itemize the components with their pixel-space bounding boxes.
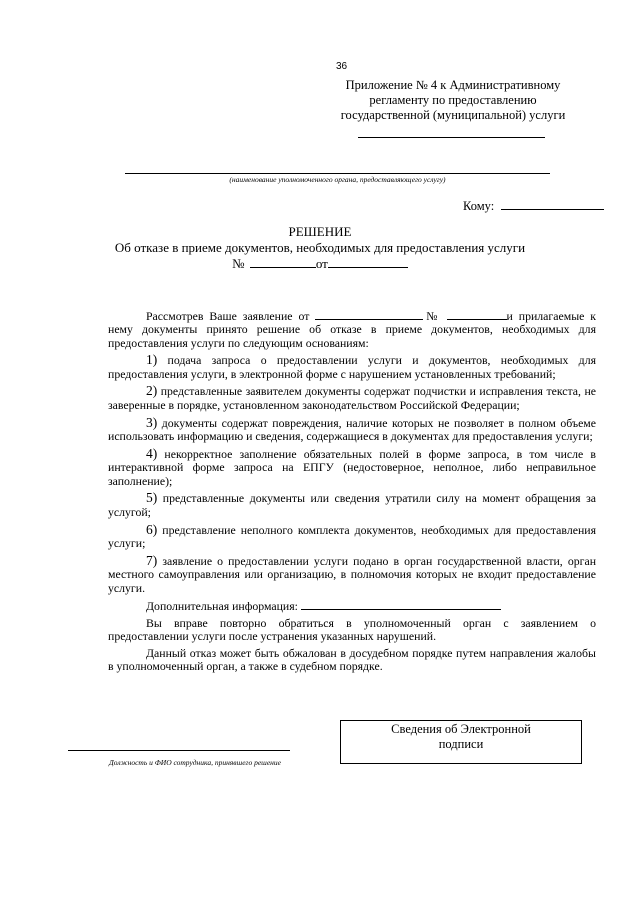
decision-date-field[interactable]	[328, 256, 408, 268]
reason-item-7	[108, 554, 596, 595]
additional-info-field[interactable]	[301, 598, 501, 610]
reason-number: 5)	[146, 490, 158, 506]
intro-number-label: №	[423, 309, 441, 323]
reason-number: 2)	[146, 383, 158, 399]
appendix-line-1: Приложение № 4 к Административному	[345, 78, 561, 92]
reason-text: некорректное заполнение обязательных полей в форме запроса, в том числе в интерактивной форме запроса на ЕПГУ (недостоверное, неполное, либо неправильное заполнение);	[108, 446, 596, 488]
reasons-list	[108, 353, 596, 595]
application-number-field[interactable]	[447, 308, 507, 320]
appendix-line-2: регламенту по предоставлению	[369, 93, 537, 107]
additional-info-row	[108, 598, 596, 613]
reason-text: представленные заявителем документы содержат подчистки и исправления текста, не заверенные в порядке, установленном законодательством Российской Федерации;	[108, 384, 596, 412]
authority-name-line[interactable]	[125, 173, 550, 174]
appeal-paragraph: Данный отказ может быть обжалован в досудебном порядке путем направления жалобы в уполномоченный орган, а также в судебном порядке.	[108, 645, 596, 674]
reason-number: 1)	[146, 352, 158, 368]
reason-text: представленные документы или сведения утратили силу на момент обращения за услугой;	[108, 491, 596, 519]
reapply-paragraph: Вы вправе повторно обратиться в уполномоченный орган с заявлением о предоставлении услуги после устранения указанных нарушений.	[108, 615, 596, 644]
intro-text-2: и прилагаемые к нему документы принято решение об отказе в приеме документов, необходимых для предоставления услуги по следующим основаниям:	[108, 309, 597, 350]
signer-line[interactable]	[68, 750, 290, 751]
reason-item-6	[108, 523, 596, 551]
reason-text: документы содержат повреждения, наличие которых не позволяет в полном объеме использовать информацию и сведения, содержащиеся в документах для предоставления услуги;	[108, 415, 597, 444]
reason-item-3	[108, 416, 596, 444]
from-label: от	[315, 256, 328, 271]
appendix-underline	[358, 137, 545, 138]
authority-caption: (наименование уполномоченного органа, предоставляющего услугу)	[229, 175, 446, 184]
decision-subtitle: Об отказе в приеме документов, необходимых для предоставления услуги	[114, 240, 526, 255]
signature-box-line-1: Сведения об Электронной	[391, 722, 531, 736]
reason-number: 7)	[146, 552, 158, 568]
recipient-field[interactable]	[501, 198, 604, 210]
electronic-signature-box	[340, 720, 582, 764]
recipient-label: Кому:	[463, 199, 495, 213]
reason-text: подача запроса о предоставлении услуги и документов, необходимых для предоставления услуги, в электронной форме с нарушением установленных требований;	[108, 353, 597, 381]
reason-text: представление неполного комплекта документов, необходимых для предоставления услуги;	[108, 522, 597, 551]
intro-paragraph	[108, 308, 596, 350]
reason-item-1	[108, 353, 596, 381]
decision-body	[108, 308, 596, 676]
reason-number: 4)	[146, 445, 158, 461]
reason-item-5	[108, 491, 596, 519]
appendix-header	[318, 78, 588, 123]
additional-info-label: Дополнительная информация:	[146, 599, 298, 614]
decision-number-field[interactable]	[250, 256, 316, 268]
reason-item-4	[108, 447, 596, 488]
decision-number-row	[0, 256, 640, 272]
intro-text-1: Рассмотрев Ваше заявление от	[146, 309, 310, 323]
reason-number: 3)	[146, 414, 158, 430]
decision-title: РЕШЕНИЕ	[288, 224, 352, 239]
reason-text: заявление о предоставлении услуги подано в орган государственной власти, орган местного самоуправления или организацию, в полномочия которых не входит предоставление услуги.	[108, 553, 597, 595]
reason-number: 6)	[146, 521, 158, 537]
reason-item-2	[108, 384, 596, 412]
signature-box-line-2: подписи	[438, 737, 484, 751]
page-number: 36	[336, 61, 348, 72]
signer-caption: Должность и ФИО сотрудника, принявшего решение	[109, 758, 281, 767]
application-date-field[interactable]	[315, 308, 423, 320]
recipient-row	[463, 198, 604, 214]
appendix-line-3: государственной (муниципальной) услуги	[340, 108, 566, 122]
number-label: №	[232, 256, 245, 271]
